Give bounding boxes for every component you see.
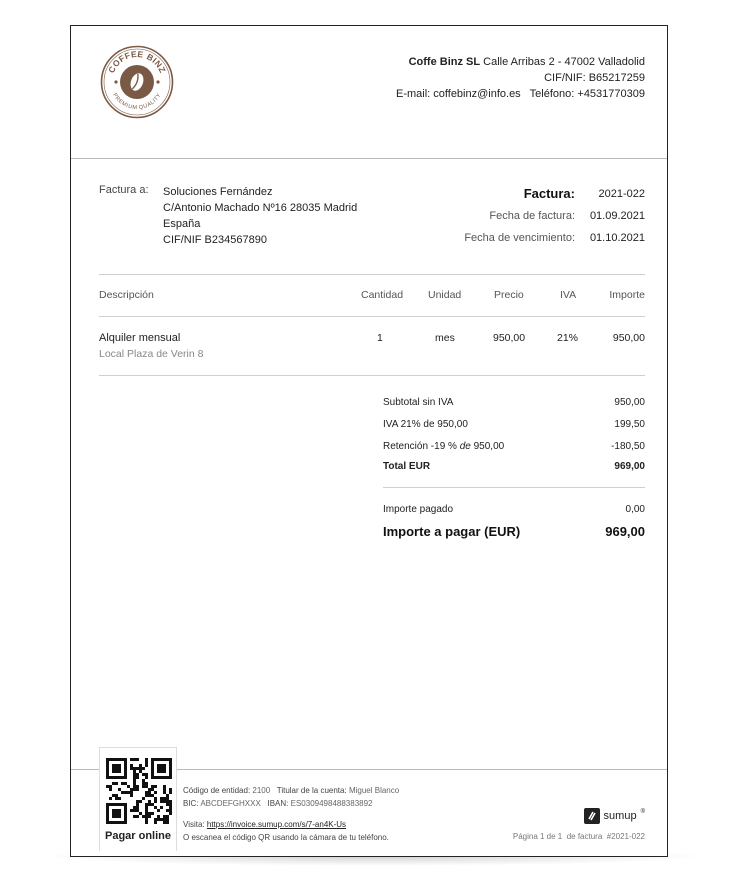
retention-label-b: 950,00 [473, 441, 505, 452]
iban-value: ES0309498488383892 [290, 799, 373, 808]
invoice-title-label: Factura: [523, 186, 575, 201]
row-price: 950,00 [493, 332, 526, 344]
table-top-rule [99, 274, 645, 275]
row-quantity: 1 [377, 332, 383, 344]
col-quantity: Cantidad [361, 289, 404, 301]
col-description: Descripción [99, 289, 154, 301]
row-detail: Local Plaza de Verin 8 [99, 348, 204, 360]
bank-details [183, 784, 399, 810]
trademark-icon: ® [640, 809, 645, 815]
col-unit: Unidad [428, 289, 462, 301]
invoice-ref-label: de factura [566, 832, 603, 841]
header-divider [71, 158, 667, 159]
bic-label: BIC: [183, 799, 199, 808]
amount-due-value: 969,00 [605, 524, 645, 539]
scan-instructions: O escanea el código QR usando la cámara de tu teléfono. [183, 833, 389, 842]
table-bottom-rule [99, 375, 645, 376]
row-amount: 950,00 [612, 332, 645, 344]
invoice-number: 2021-022 [598, 188, 645, 200]
bill-to-label: Factura a: [99, 184, 149, 196]
retention-label-a: Retención -19 % [383, 441, 457, 452]
client-name: Soluciones Fernández [163, 186, 273, 198]
retention-value: -180,50 [611, 441, 645, 452]
paid-value: 0,00 [625, 504, 645, 515]
invoice-date: 01.09.2021 [589, 210, 645, 222]
qr-code-icon[interactable] [106, 758, 172, 824]
subtotal-value: 950,00 [614, 397, 645, 408]
vat-value: 199,50 [614, 419, 645, 430]
logo-top-text: COFFEE BINZ [106, 48, 168, 75]
sumup-logo-icon [584, 808, 600, 824]
entity-value: 2100 [252, 786, 271, 795]
page-reference [513, 832, 645, 841]
holder-value: Miguel Blanco [348, 786, 400, 795]
col-price: Precio [494, 289, 524, 301]
col-amount: Importe [609, 289, 645, 301]
sumup-brand [584, 808, 645, 824]
company-address: Calle Arribas 2 - 47002 Valladolid [483, 56, 645, 68]
totals-rule [383, 487, 645, 488]
company-info [396, 54, 645, 102]
amount-due-label: Importe a pagar (EUR) [383, 524, 521, 539]
pay-online-label[interactable]: Pagar online [104, 830, 172, 842]
retention-label [383, 441, 504, 452]
client-address: C/Antonio Machado Nº16 28035 Madrid [163, 202, 358, 214]
col-vat: IVA [560, 289, 577, 301]
company-email: coffebinz@info.es [433, 88, 521, 100]
coffee-binz-logo [100, 45, 174, 119]
company-cif-label: CIF/NIF: [544, 72, 586, 84]
row-vat: 21% [557, 332, 579, 344]
invoice-ref: #2021-022 [606, 832, 645, 841]
total-value: 969,00 [614, 461, 645, 472]
visit-label: Visita: [183, 820, 205, 829]
client-country: España [163, 218, 201, 230]
row-description: Alquiler mensual [99, 332, 181, 344]
paid-label: Importe pagado [383, 504, 454, 515]
company-phone: +4531770309 [577, 88, 645, 100]
company-name: Coffe Binz SL [408, 56, 481, 68]
total-label: Total EUR [383, 461, 431, 472]
qr-panel[interactable] [99, 747, 177, 851]
retention-label-de: de [459, 441, 471, 452]
iban-label: IBAN: [267, 799, 289, 808]
client-cif: CIF/NIF B234567890 [163, 234, 267, 246]
logo-bottom-text: PREMIUM QUALITY [111, 92, 163, 112]
subtotal-label: Subtotal sin IVA [383, 397, 454, 408]
company-cif: B65217259 [588, 72, 645, 84]
invoice-date-label: Fecha de factura: [489, 210, 575, 222]
table-header-rule [99, 316, 645, 317]
bic-value: ABCDEFGHXXX [200, 799, 261, 808]
sumup-brand-name: sumup [603, 810, 637, 822]
holder-label: Titular de la cuenta: [276, 786, 347, 795]
bill-to-block [163, 184, 357, 248]
invoice-due-label: Fecha de vencimiento: [464, 232, 575, 244]
entity-label: Código de entidad: [183, 786, 251, 795]
vat-label: IVA 21% de 950,00 [383, 419, 468, 430]
page-number: Página 1 de 1 [512, 832, 563, 841]
online-pay-info [183, 818, 389, 844]
company-phone-label: Teléfono: [529, 88, 575, 100]
invoice-due-date: 01.10.2021 [589, 232, 645, 244]
row-unit: mes [435, 332, 455, 344]
invoice-page [70, 25, 668, 857]
invoice-link[interactable]: https://invoice.sumup.com/s/7-an4K-Us [206, 820, 347, 829]
company-email-label: E-mail: [395, 88, 431, 100]
